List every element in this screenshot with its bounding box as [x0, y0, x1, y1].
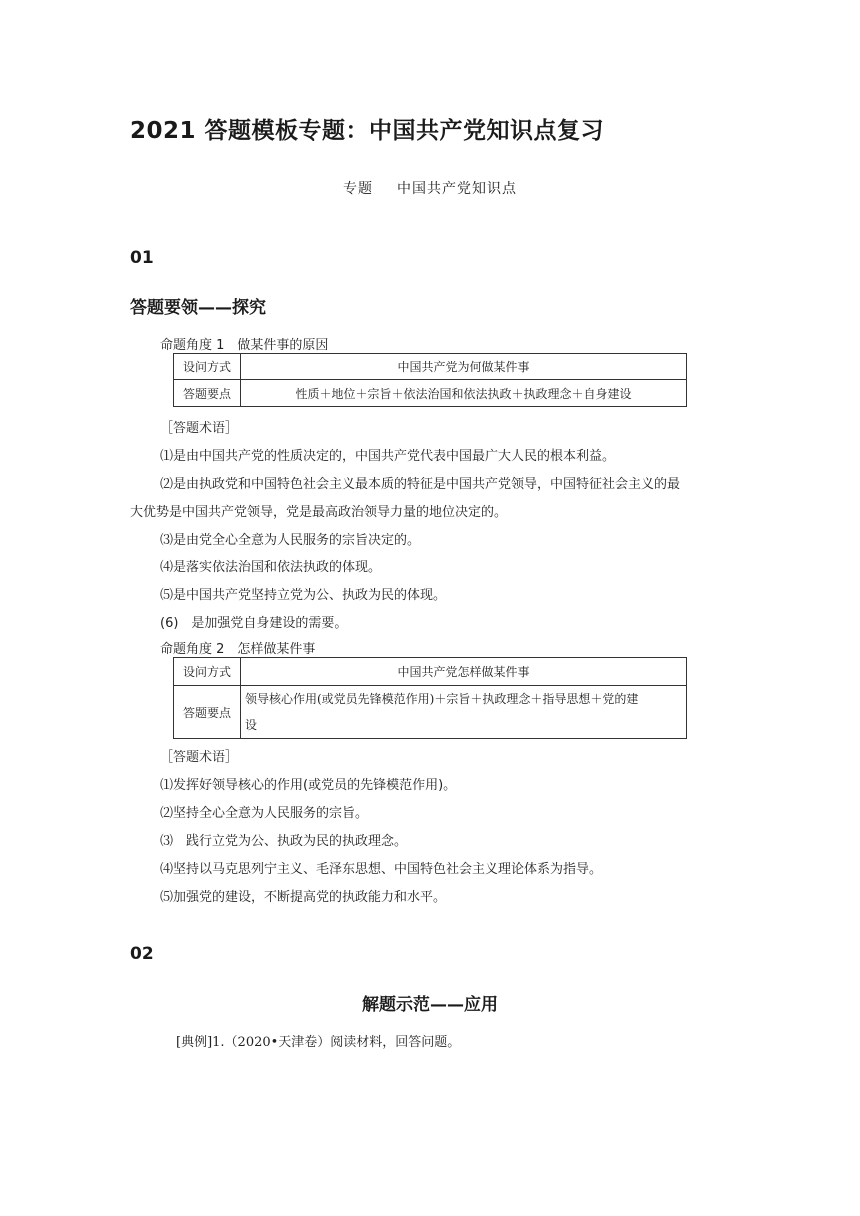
list-item: ⑴发挥好领导核心的作用(或党员的先锋模范作用)。	[160, 778, 457, 793]
table-value-cell: 性质＋地位＋宗旨＋依法治国和依法执政＋执政理念＋自身建设	[241, 380, 687, 407]
list-item: ⑷是落实依法治国和依法执政的体现。	[160, 560, 382, 575]
subtitle-left: 专题	[343, 181, 373, 197]
table-value-cell	[241, 686, 687, 739]
angle1-label: 命题角度 1 做某件事的原因	[160, 338, 329, 353]
section-heading-2: 解题示范——应用	[362, 995, 498, 1015]
list-item: 大优势是中国共产党领导，党是最高政治领导力量的地位决定的。	[130, 505, 508, 520]
list-item: ⑶是由党全心全意为人民服务的宗旨决定的。	[160, 533, 421, 548]
table-row	[174, 380, 687, 407]
terms-label-1: ［答题术语］	[160, 421, 239, 436]
terms-label-2: ［答题术语］	[160, 750, 239, 765]
table-row	[174, 686, 687, 739]
list-item: ⑸加强党的建设，不断提高党的执政能力和水平。	[160, 890, 447, 905]
section-heading-1: 答题要领——探究	[130, 298, 266, 318]
table-value-line: 设	[245, 718, 258, 732]
list-item: ⑵是由执政党和中国特色社会主义最本质的特征是中国共产党领导，中国特征社会主义的最	[160, 477, 681, 492]
subtitle	[0, 178, 860, 198]
list-item: ⑵坚持全心全意为人民服务的宗旨。	[160, 806, 369, 821]
list-item: ⑷坚持以马克思列宁主义、毛泽东思想、中国特色社会主义理论体系为指导。	[160, 862, 603, 877]
example-line: [典例]1.（2020•天津卷）阅读材料，回答问题。	[176, 1035, 461, 1050]
section-number-01: 01	[130, 248, 154, 268]
table-head-cell: 答题要点	[174, 686, 241, 739]
table-value-line: 领导核心作用(或党员先锋模范作用)＋宗旨＋执政理念＋指导思想＋党的建	[245, 692, 639, 706]
table-row	[174, 354, 687, 380]
subtitle-right: 中国共产党知识点	[397, 181, 517, 197]
list-item: ⑶ 践行立党为公、执政为民的执政理念。	[160, 834, 408, 849]
table-row	[174, 658, 687, 686]
angle1-table	[173, 353, 687, 407]
list-item: ⑸是中国共产党坚持立党为公、执政为民的体现。	[160, 588, 447, 603]
section-number-02: 02	[130, 944, 154, 964]
table-head-cell: 答题要点	[174, 380, 241, 407]
table-value-cell: 中国共产党怎样做某件事	[241, 658, 687, 686]
table-value-cell: 中国共产党为何做某件事	[241, 354, 687, 380]
angle2-label: 命题角度 2 怎样做某件事	[160, 642, 316, 657]
table-head-cell: 设问方式	[174, 658, 241, 686]
list-item: ⑴是由中国共产党的性质决定的，中国共产党代表中国最广大人民的根本利益。	[160, 449, 616, 464]
list-item: (6) 是加强党自身建设的需要。	[160, 616, 348, 631]
table-head-cell: 设问方式	[174, 354, 241, 380]
page-title: 2021 答题模板专题：中国共产党知识点复习	[130, 118, 605, 144]
angle2-table	[173, 657, 687, 739]
